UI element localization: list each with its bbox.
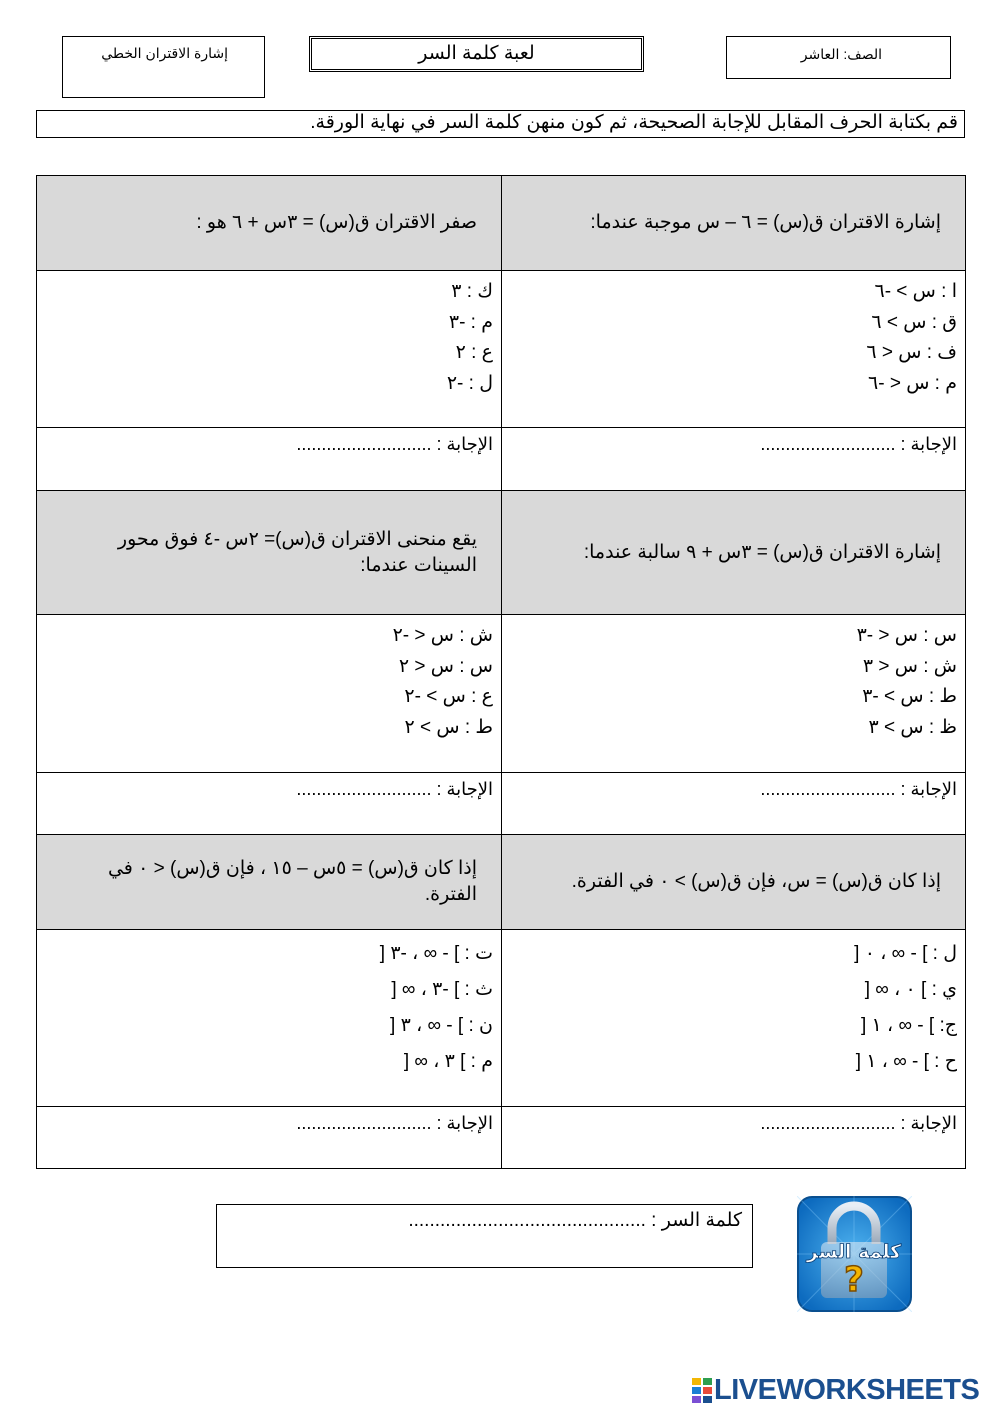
liveworksheets-grid-icon [692,1378,712,1404]
option: ح : ] - ∞ ، ١ [ [855,1051,957,1072]
options-3 [502,615,966,773]
question-6: إذا كان ق(س) = ٥س – ١٥ ، فإن ق(س) < ٠ في الفترة. [37,835,502,930]
options-1 [502,271,966,428]
option: ث : ] -٣ ، ∞ [ [391,979,493,1000]
answer-field-4[interactable]: الإجابة : ........................... [37,773,502,835]
question-5: إذا كان ق(س) = س، فإن ق(س) > ٠ في الفترة. [502,835,966,930]
question-3: إشارة الاقتران ق(س) = ٣س + ٩ سالبة عندما: [502,491,966,615]
option: ق : س > ٦ [871,311,957,333]
option: ط : س > -٣ [862,686,957,707]
option: ا : س > -٦ [874,281,957,302]
liveworksheets-logo [692,1374,990,1406]
question-2: صفر الاقتران ق(س) = ٣س + ٦ هو : [37,176,502,271]
option: ج: ] - ∞ ، ١ [ [860,1015,957,1036]
answer-field-2[interactable]: الإجابة : ........................... [37,428,502,491]
liveworksheets-wordmark: LIVEWORKSHEETS [714,1374,980,1406]
instruction-box [36,110,965,138]
option: ظ : س > ٣ [868,716,957,738]
grade-label: الصف: العاشر [800,46,882,62]
option: ن : ] - ∞ ، ٣ [ [390,1015,493,1036]
options-2 [37,271,502,428]
option: ي : ] ٠ ، ∞ [ [864,979,957,1000]
option: م : ] ٣ ، ∞ [ [403,1051,493,1072]
option: س : س < -٣ [856,625,957,646]
option: م : -٣ [448,311,493,333]
option: ف : س < ٦ [866,342,957,363]
answer-field-6[interactable]: الإجابة : ........................... [37,1107,502,1169]
option: ع : س > -٢ [404,686,493,707]
option: ل : -٢ [446,372,493,394]
options-4 [37,615,502,773]
instruction-text: قم بكتابة الحرف المقابل للإجابة الصحيحة، ثم كون منهن كلمة السر في نهاية الورقة. [310,112,958,133]
option: ش : س < ٣ [862,655,957,677]
option: ل : ] - ∞ ، ٠ [ [854,943,957,964]
password-label: كلمة السر : ............................................. [408,1210,742,1231]
option: م : س < -٦ [868,372,957,394]
option: ك : ٣ [451,281,493,302]
password-field[interactable] [216,1204,753,1268]
answer-field-5[interactable]: الإجابة : ........................... [502,1107,966,1169]
grade-box [726,36,951,79]
option: ع : ٢ [455,342,493,363]
question-4: يقع منحنى الاقتران ق(س)= ٢س -٤ فوق محور السينات عندما: [37,491,502,615]
options-5 [502,930,966,1107]
title-box [309,36,644,72]
topic-label: إشارة الاقتران الخطي [101,45,228,61]
answer-field-3[interactable]: الإجابة : ........................... [502,773,966,835]
question-table [36,175,966,1169]
badge-question-mark: ? [844,1260,864,1300]
page-title: لعبة كلمة السر [418,43,535,64]
topic-box [62,36,265,98]
options-6 [37,930,502,1107]
question-1: إشارة الاقتران ق(س) = ٦ – س موجبة عندما: [502,176,966,271]
answer-field-1[interactable]: الإجابة : ........................... [502,428,966,491]
password-lock-icon [797,1196,912,1312]
option: ط : س > ٢ [404,716,493,738]
option: ش : س < -٢ [392,625,493,646]
option: ت : ] - ∞ ، -٣ [ [379,943,493,964]
option: س : س < ٢ [398,655,493,677]
badge-text: كلمة السر [806,1241,902,1263]
